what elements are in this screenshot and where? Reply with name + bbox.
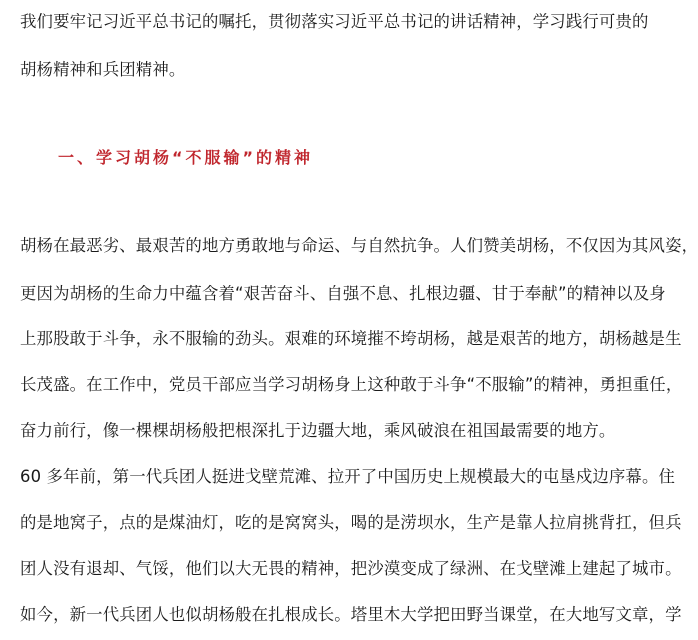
paragraph1-line-1: 胡杨在最恶劣、最艰苦的地方勇敢地与命运、与自然抗争。人们赞美胡杨，不仅因为其风姿， <box>20 236 698 255</box>
paragraph1-line-5: 奋力前行，像一棵棵胡杨般把根深扎于边疆大地，乘风破浪在祖国最需要的地方。 <box>20 421 616 440</box>
paragraph1-line-2: 更因为胡杨的生命力中蕴含着“艰苦奋斗、自强不息、扎根边疆、甘于奉献”的精神以及身 <box>20 284 666 303</box>
paragraph2-line-1: 60 多年前，第一代兵团人挺进戈壁荒滩、拉开了中国历史上规模最大的屯垦戍边序幕。住 <box>20 467 676 486</box>
paragraph1-line-4: 长茂盛。在工作中，党员干部应当学习胡杨身上这种敢于斗争“不服输”的精神，勇担重任， <box>20 375 683 394</box>
intro-line-2: 胡杨精神和兵团精神。 <box>20 60 186 79</box>
paragraph2-line-2: 的是地窝子，点的是煤油灯，吃的是窝窝头，喝的是涝坝水，生产是靠人拉肩挑背扛，但兵 <box>20 513 682 532</box>
paragraph2-line-3: 团人没有退却、气馁，他们以大无畏的精神，把沙漠变成了绿洲、在戈壁滩上建起了城市。 <box>20 559 682 578</box>
section-heading: 一、学习胡杨“不服输”的精神 <box>58 148 314 167</box>
paragraph3-line-1: 如今，新一代兵团人也似胡杨般在扎根成长。塔里木大学把田野当课堂，在大地写文章，学 <box>20 605 682 624</box>
intro-line-1: 我们要牢记习近平总书记的嘱托，贯彻落实习近平总书记的讲话精神，学习践行可贵的 <box>20 12 649 31</box>
paragraph1-line-3: 上那股敢于斗争，永不服输的劲头。艰难的环境摧不垮胡杨，越是艰苦的地方，胡杨越是生 <box>20 329 682 348</box>
